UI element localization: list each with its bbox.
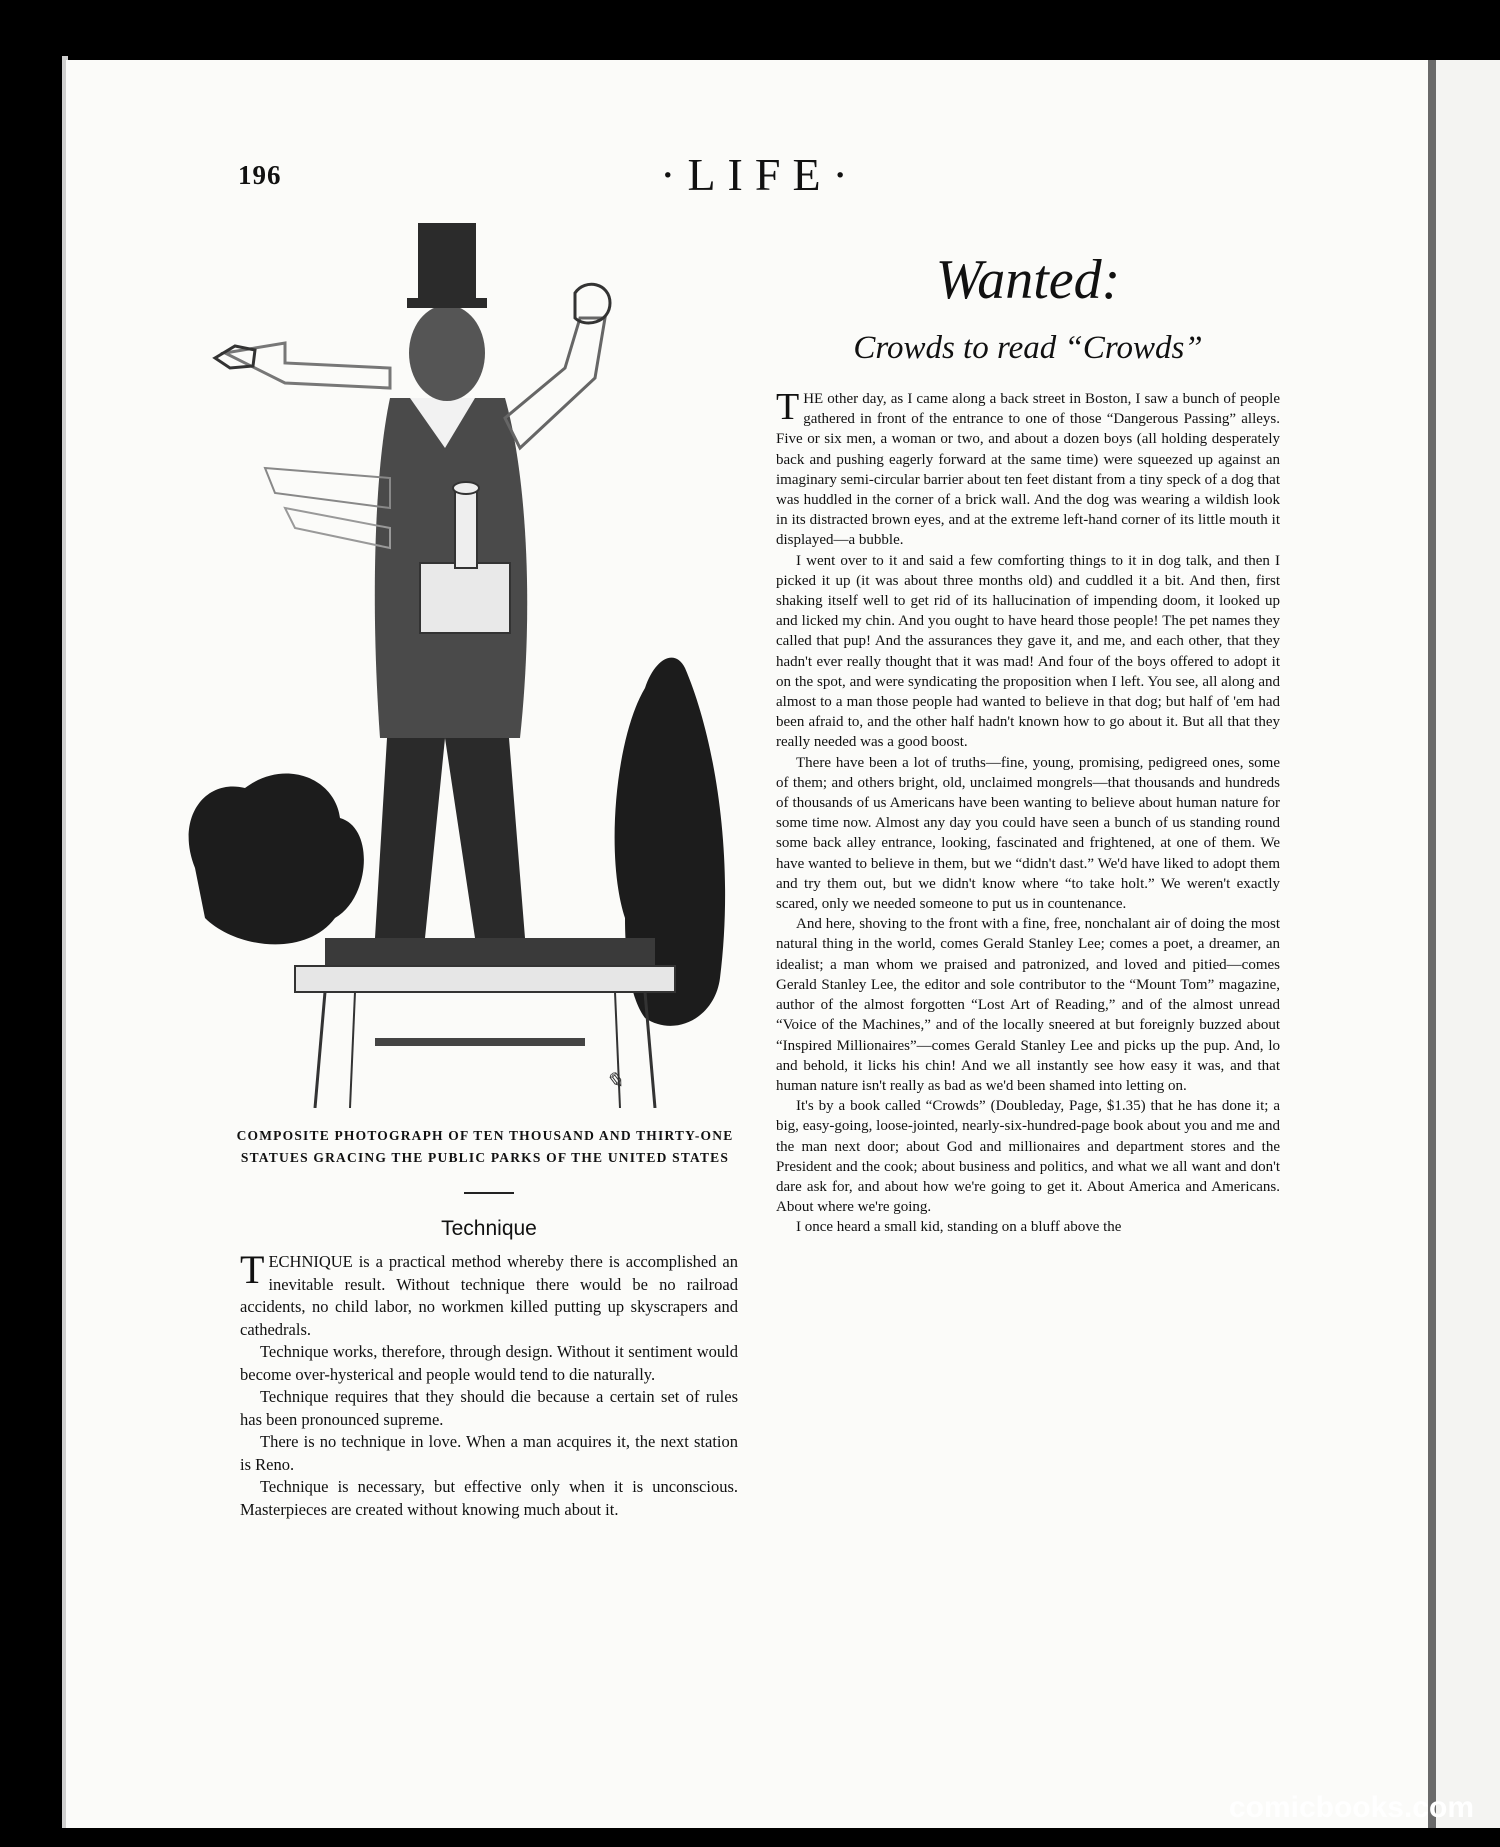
- site-watermark: comicbooks.com: [1228, 1791, 1474, 1824]
- drop-cap: T: [240, 1247, 265, 1292]
- page-number: 196: [238, 160, 282, 190]
- technique-body: [240, 1247, 738, 1521]
- masthead-title: ·LIFE·: [660, 149, 860, 200]
- paragraph: THE other day, as I came along a back street in Boston, I saw a bunch of people gathered in front of the entrance to one of those “Dangerous Passing” alleys. Five or six men, a woman or two, and about a dozen boys (all holding desperately back and pushing eagerly forward at the same time) were squeezed up against an imaginary semi-circular barrier about ten feet distant from a tiny speck of a dog that was huddled in the corner of a brick wall. And the dog was wearing a wildish look in its distracted brown eyes, and at the extreme left-hand corner of its little mouth it displayed—a bubble.: [776, 386, 1280, 549]
- technique-column: [240, 1205, 738, 1521]
- statue-head: [409, 305, 485, 401]
- page-gutter: [1428, 60, 1436, 1828]
- illustration-caption: [225, 1125, 745, 1169]
- caption-line: STATUES GRACING THE PUBLIC PARKS OF THE UNITED STATES: [240, 1150, 730, 1165]
- paragraph: I went over to it and said a few comforting things to it in dog talk, and then I picked it up (it was about three months old) and cuddled it a bit. And then, first shaking itself well to get rid of its hallucination of impending doom, it looked up and licked my chin. And you ought to have heard those people! The pet names they called that pup! And the assurances they gave it, and me, and each other, that they hadn't ever really thought that it was mad! And four of the boys offered to adopt it on the spot, and were syndicating the proposition when I left. You see, all along and almost to a man those people had wanted to believe in that dog; but half of 'em had been afraid to, and the other half hadn't known how to go about it. But all that they really needed was a good boost.: [776, 552, 1280, 751]
- paragraph: TECHNIQUE is a practical method whereby there is accomplished an inevitable result. Without technique there would be no railroad accidents, no child labor, no workmen killed putting up skyscrapers and cathedrals.: [240, 1247, 738, 1339]
- paragraph: There have been a lot of truths—fine, young, promising, pedigreed ones, some of them; and others bright, old, unclaimed mongrels—that thousands and hundreds of thousands of us Americans have been wanting to believe about human nature for some time now. Almost any day you could have seen a bunch of us standing round some back alley entrance, looking, fascinated and frightened, at one of them. We have wanted to believe in them, but we “didn't dast.” We'd have liked to adopt them and try them out, but we didn't know where “to take holt.” We weren't exactly scared, only we needed someone to put us in countenance.: [776, 754, 1280, 913]
- paragraph: Technique requires that they should die because a certain set of rules has been pronounced supreme.: [240, 1387, 738, 1429]
- drop-cap: T: [776, 386, 800, 428]
- paragraph: And here, shoving to the front with a fine, free, nonchalant air of doing the most natural thing in the world, comes Gerald Stanley Lee; comes a poet, a dreamer, an idealist; a man whom we praised and patronized, and loved and pitied—comes Gerald Stanley Lee, the editor and sole contributor to the “Mount Tom” magazine, author of the almost forgotten “Lost Art of Reading,” and of the almost unread “Voice of the Machines,” and of the locally sneered at but foreignly buzzed about “Inspired Millionaires”—comes Gerald Stanley Lee and picks up the pup. And, lo and behold, it licks his chin! And we all instantly see how easy it was, and that human nature isn't really as bad as we'd been shamed into letting on.: [776, 916, 1280, 1094]
- article-headline: Wanted:: [935, 249, 1121, 311]
- article-body: [776, 386, 1280, 1238]
- tree-left: [189, 774, 364, 945]
- paragraph: It's by a book called “Crowds” (Doubleday, Page, $1.35) that he has done it; a big, easy-going, loose-jointed, nearly-six-hundred-page book about you and me and the man next door; about God and millionaires and department stores and the President and the cook; about business and politics, and what we all want and don't dare ask for, and about how we're going to get it. About America and Americans. About where we're going.: [776, 1098, 1280, 1216]
- statue-illustration: [175, 218, 750, 1108]
- artist-signature: ✎: [605, 1069, 624, 1094]
- paragraph: Technique works, therefore, through design. Without it sentiment would become over-hysterical and people would tend to die naturally.: [240, 1342, 738, 1384]
- raised-fist-arm: [505, 318, 605, 448]
- caption-line: COMPOSITE PHOTOGRAPH OF TEN THOUSAND AND THIRTY-ONE: [236, 1128, 734, 1143]
- paragraph: I once heard a small kid, standing on a bluff above the: [796, 1219, 1122, 1236]
- statue-top-hat: [418, 223, 476, 303]
- paragraph: There is no technique in love. When a man acquires it, the next station is Reno.: [240, 1432, 738, 1474]
- next-page-strip: [1436, 60, 1500, 1828]
- article-subhead: Crowds to read “Crowds”: [853, 330, 1203, 366]
- technique-title: Technique: [441, 1217, 537, 1240]
- section-divider: [464, 1192, 514, 1194]
- pedestal-base: [325, 938, 655, 966]
- article-column: [776, 228, 1280, 1238]
- paragraph: Technique is necessary, but effective only when it is unconscious. Masterpieces are created without knowing much about it.: [240, 1477, 738, 1519]
